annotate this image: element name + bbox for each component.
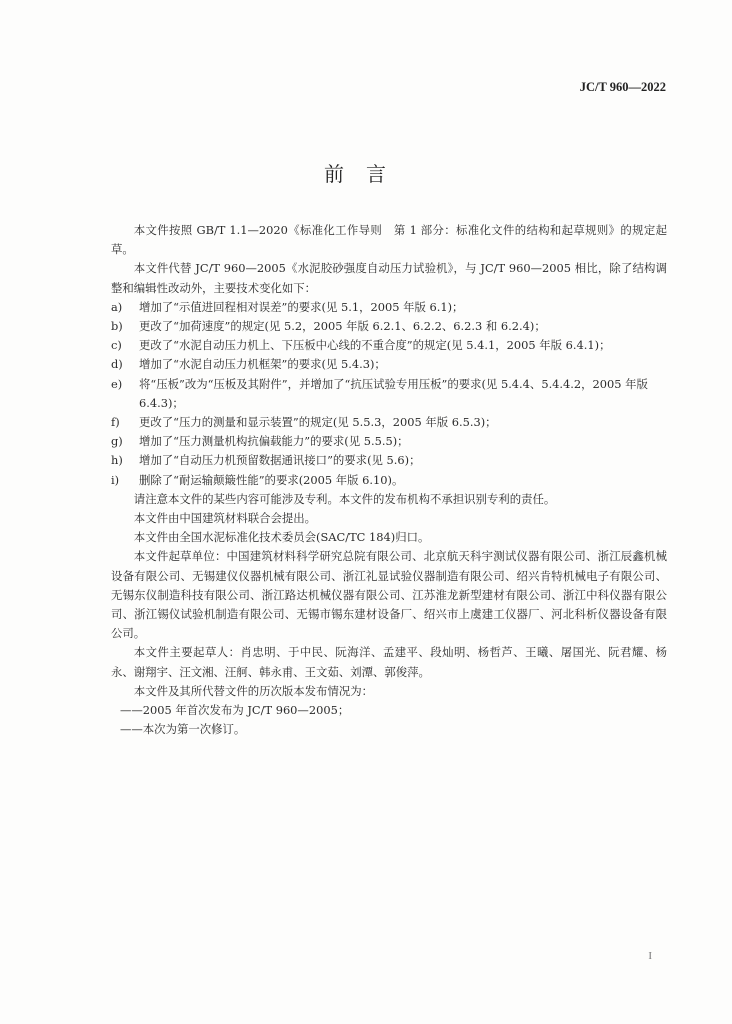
list-marker: g) (111, 434, 123, 449)
history-intro: 本文件及其所代替文件的历次版本发布情况为： (133, 683, 374, 698)
list-item-text: 更改了“水泥自动压力机上、下压板中心线的不重合度”的规定(见 5.4.1，2005 年版 6.4.1)； (139, 338, 611, 353)
list-item (111, 317, 667, 336)
list-marker: a) (111, 299, 123, 314)
list-item (111, 298, 667, 317)
list-item-text: 更改了“加荷速度”的规定(见 5.2，2005 年版 6.2.1、6.2.2、6.2.3 和 6.2.4)； (139, 319, 546, 334)
list-marker: i) (111, 472, 120, 487)
proposer-statement: 本文件由中国建筑材料联合会提出。 (133, 511, 317, 526)
list-item-text: 增加了“自动压力机预留数据通讯接口”的要求(见 5.6)； (139, 453, 421, 468)
list-marker: f) (111, 415, 120, 430)
list-marker: h) (111, 453, 123, 468)
list-item-text: 增加了“压力测量机构抗偏载能力”的要求(见 5.5.5)； (139, 434, 409, 449)
list-marker: e) (111, 376, 123, 391)
list-item (111, 471, 667, 490)
drafting-units: 本文件起草单位：中国建筑材料科学研究总院有限公司、北京航天科宇测试仪器有限公司、浙江辰鑫机械设备有限公司、无锡建仪仪器机械有限公司、浙江礼显试验仪器制造有限公司、绍兴肯特机械电子有限公司、无锡东仪制造科技有限公司、浙江路达机械仪器有限公司、江苏淮龙新型建材有限公司、浙江中科仪器有限公司、浙江锡仪试验机制造有限公司、无锡市锡东建材设备厂、绍兴市上虞建工仪器厂、河北科析仪器设备有限公司。 (111, 549, 667, 641)
standard-code: JC/T 960—2022 (579, 80, 666, 94)
list-item-text: 更改了“压力的测量和显示装置”的规定(见 5.5.3，2005 年版 6.5.3)； (139, 415, 497, 430)
intro-paragraph: 本文件代替 JC/T 960—2005《水泥胶砂强度自动压力试验机》，与 JC/T 960—2005 相比，除了结构调整和编辑性改动外，主要技术变化如下： (111, 261, 667, 295)
list-item-text: 增加了“示值进回程相对误差”的要求(见 5.1，2005 年版 6.1)； (139, 299, 464, 314)
list-item (111, 336, 667, 355)
list-item (111, 413, 667, 432)
changes-list (111, 298, 667, 490)
history-item: ——2005 年首次发布为 JC/T 960—2005； (120, 703, 350, 718)
list-item-text: 删除了“耐运输颠簸性能”的要求(2005 年版 6.10)。 (139, 472, 404, 487)
list-marker: b) (111, 319, 123, 334)
list-item (111, 451, 667, 470)
committee-statement: 本文件由全国水泥标准化技术委员会(SAC/TC 184)归口。 (133, 530, 430, 545)
drafters: 本文件主要起草人：肖忠明、于中民、阮海洋、孟建平、段灿明、杨哲芦、王曦、屠国光、阮君耀、杨永、谢翔宇、汪文湘、汪舸、韩永甫、王文茹、刘潭、郭俊萍。 (111, 645, 667, 679)
patent-notice: 请注意本文件的某些内容可能涉及专利。本文件的发布机构不承担识别专利的责任。 (133, 491, 556, 506)
intro-paragraph: 本文件按照 GB/T 1.1—2020《标准化工作导则 第 1 部分：标准化文件的结构和起草规则》的规定起草。 (111, 223, 667, 257)
history-item: ——本次为第一次修订。 (120, 722, 246, 737)
list-item (111, 432, 667, 451)
body-text (111, 221, 667, 739)
list-item (111, 355, 667, 374)
list-marker: d) (111, 357, 123, 372)
page-title: 前言 (324, 162, 408, 186)
list-item-text: 将“压板”改为“压板及其附件”，并增加了“抗压试验专用压板”的要求(见 5.4.4、5.4.4.2，2005 年版 6.4.3)； (139, 376, 648, 410)
list-marker: c) (111, 338, 122, 353)
page-number: I (648, 950, 652, 962)
list-item (111, 375, 667, 413)
list-item-text: 增加了“水泥自动压力机框架”的要求(见 5.4.3)； (139, 357, 386, 372)
